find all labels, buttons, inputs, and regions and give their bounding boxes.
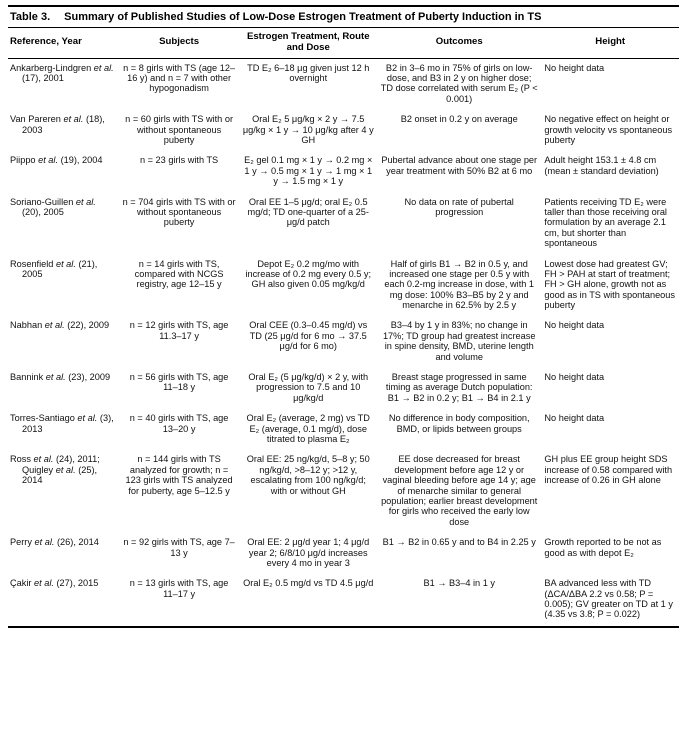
height-cell: No height data	[544, 372, 605, 383]
outcomes-cell: B1 → B3–4 in 1 y	[423, 578, 495, 589]
table-row	[8, 151, 679, 192]
height-cell: No height data	[544, 413, 605, 424]
reference-cell: Bannink et al. (23), 2009	[10, 372, 111, 383]
outcomes-cell: Pubertal advance about one stage per year treatment with 50% B2 at 6 mo	[381, 155, 538, 176]
column-header-outcomes: Outcomes	[377, 28, 541, 59]
header-row	[8, 28, 679, 59]
subjects-cell: n = 40 girls with TS, age 13–20 y	[129, 413, 229, 434]
subjects-cell: n = 56 girls with TS, age 11–18 y	[129, 372, 229, 393]
table-row	[8, 316, 679, 368]
treatment-cell: Oral E₂ 5 μg/kg × 2 y → 7.5 μg/kg × 1 y → 10 μg/kg after 4 y GH	[242, 114, 374, 145]
treatment-cell: Oral E₂ (5 μg/kg/d) × 2 y, with progression to 7.5 and 10 μg/kg/d	[248, 372, 369, 403]
treatment-cell: Oral E₂ (average, 2 mg) vs TD E₂ (average, 0.1 mg/d), dose titrated to plasma E₂	[246, 413, 370, 444]
table-row	[8, 574, 679, 627]
outcomes-cell: Half of girls B1 → B2 in 0.5 y, and increased one stage per 0.5 y with each 0.2-mg increase in dose, with 1 mg dose: 100% B3–B5 by 2 y and menarche in 62.5% by 2.5 y	[384, 258, 535, 311]
subjects-cell: n = 14 girls with TS, compared with NCGS registry, age 12–15 y	[134, 258, 224, 290]
treatment-cell: Oral EE 1–5 μg/d; oral E₂ 0.5 mg/d; TD one-quarter of a 25-μg/d patch	[247, 196, 369, 228]
outcomes-cell: B2 onset in 0.2 y on average	[400, 114, 518, 125]
studies-table	[8, 27, 679, 628]
table-row	[8, 450, 679, 533]
subjects-cell: n = 60 girls with TS with or without spontaneous puberty	[125, 114, 233, 145]
reference-cell: Torres-Santiago et al. (3), 2013	[10, 413, 114, 434]
table-label: Table 3.	[10, 11, 51, 23]
subjects-cell: n = 144 girls with TS analyzed for growth; n = 123 girls with TS analyzed for puberty, age 5–12.5 y	[125, 454, 233, 496]
column-header-height: Height	[541, 28, 679, 59]
outcomes-cell: B2 in 3–6 mo in 75% of girls on low-dose, and B3 in 2 y on higher dose; TD dose correlated with serum E₂ (P < 0.001)	[380, 62, 538, 104]
table-row	[8, 110, 679, 151]
height-cell: BA advanced less with TD (ΔCA/ΔBA 2.2 vs 0.58; P = 0.005); GV greater on TD at 1 y (4.35 vs 3.8; P = 0.022)	[544, 578, 673, 620]
table-header	[8, 28, 679, 59]
subjects-cell: n = 92 girls with TS, age 7–13 y	[123, 537, 235, 558]
table-caption	[8, 5, 679, 27]
outcomes-cell: No difference in body composition, BMD, or lipids between groups	[388, 413, 530, 434]
reference-cell: Piippo et al. (19), 2004	[10, 155, 103, 166]
outcomes-cell: No data on rate of pubertal progression	[404, 196, 514, 217]
treatment-cell: Oral EE: 2 μg/d year 1; 4 μg/d year 2; 6/8/10 μg/d increases every 4 mo in year 3	[247, 537, 370, 568]
height-cell: GH plus EE group height SDS increase of 0.58 compared with increase of 0.26 in GH alone	[544, 454, 673, 486]
reference-cell: Nabhan et al. (22), 2009	[10, 320, 110, 331]
outcomes-cell: B3–4 by 1 y in 83%; no change in 17%; TD group had greatest increase in spine density, BMD, uterine length and volume	[382, 320, 536, 362]
subjects-cell: n = 12 girls with TS, age 11.3–17 y	[129, 320, 229, 341]
table-row	[8, 193, 679, 255]
subjects-cell: n = 13 girls with TS, age 11–17 y	[129, 578, 229, 599]
treatment-cell: Oral E₂ 0.5 mg/d vs TD 4.5 μg/d	[243, 578, 374, 589]
table-body	[8, 58, 679, 627]
height-cell: No height data	[544, 320, 605, 331]
outcomes-cell: EE dose decreased for breast development before age 12 y or vaginal bleeding before age 14 y; age of menarche similar to general population; earlier breast development for girls who received the early low dose	[381, 454, 538, 527]
subjects-cell: n = 23 girls with TS	[139, 155, 219, 166]
paper-table	[8, 5, 679, 628]
reference-cell: Van Pareren et al. (18), 2003	[10, 114, 105, 135]
height-cell: Lowest dose had greatest GV; FH > PAH at start of treatment; FH > GH alone, growth not as good as in TS with spontaneous puberty	[544, 258, 675, 311]
height-cell: Growth reported to be not as good as with depot E₂	[544, 537, 662, 558]
reference-cell: Soriano-Guillen et al. (20), 2005	[10, 196, 96, 217]
outcomes-cell: Breast stage progressed in same timing as average Dutch population: B1 → B2 in 0.2 y; B1 → B4 in 2.1 y	[385, 372, 533, 403]
height-cell: Adult height 153.1 ± 4.8 cm (mean ± standard deviation)	[544, 155, 659, 176]
table-row	[8, 255, 679, 317]
table-row	[8, 368, 679, 409]
treatment-cell: E₂ gel 0.1 mg × 1 y → 0.2 mg × 1 y → 0.5 mg × 1 y → 1 mg × 1 y → 1.5 mg × 1 y	[244, 155, 373, 187]
reference-cell: Ross et al. (24), 2011; Quigley et al. (25), 2014	[10, 454, 100, 486]
table-row	[8, 409, 679, 450]
subjects-cell: n = 8 girls with TS (age 12–16 y) and n = 7 with other hypogonadism	[123, 62, 236, 94]
height-cell: No height data	[544, 62, 605, 73]
treatment-cell: Oral CEE (0.3–0.45 mg/d) vs TD (25 μg/d for 6 mo → 37.5 μg/d for 6 mo)	[249, 320, 368, 352]
column-header-reference-year: Reference, Year	[8, 28, 119, 59]
treatment-cell: TD E₂ 6–18 μg given just 12 h overnight	[247, 62, 370, 84]
subjects-cell: n = 704 girls with TS with or without spontaneous puberty	[122, 196, 236, 228]
height-cell: No negative effect on height or growth velocity vs spontaneous puberty	[544, 114, 673, 145]
table-title: Summary of Published Studies of Low-Dose Estrogen Treatment of Puberty Induction in TS	[64, 11, 542, 23]
reference-cell: Rosenfield et al. (21), 2005	[10, 258, 98, 279]
outcomes-cell: B1 → B2 in 0.65 y and to B4 in 2.25 y	[382, 537, 536, 548]
table-row	[8, 58, 679, 110]
treatment-cell: Depot E₂ 0.2 mg/mo with increase of 0.2 mg every 0.5 y; GH also given 0.05 mg/kg/d	[245, 258, 372, 290]
reference-cell: Ankarberg-Lindgren et al. (17), 2001	[10, 62, 114, 84]
height-cell: Patients receiving TD E₂ were taller than those receiving oral formulation by an average 2.1 cm, but shorter than spontaneous	[544, 196, 667, 249]
reference-cell: Perry et al. (26), 2014	[10, 537, 99, 548]
reference-cell: Çakir et al. (27), 2015	[10, 578, 99, 589]
table-row	[8, 533, 679, 574]
treatment-cell: Oral EE: 25 ng/kg/d, 5–8 y; 50 ng/kg/d, >8–12 y; >12 y, escalating from 100 ng/kg/d; with or without GH	[246, 454, 370, 496]
column-header-subjects: Subjects	[119, 28, 240, 59]
column-header-estrogen-treatment: Estrogen Treatment, Route and Dose	[239, 28, 377, 59]
